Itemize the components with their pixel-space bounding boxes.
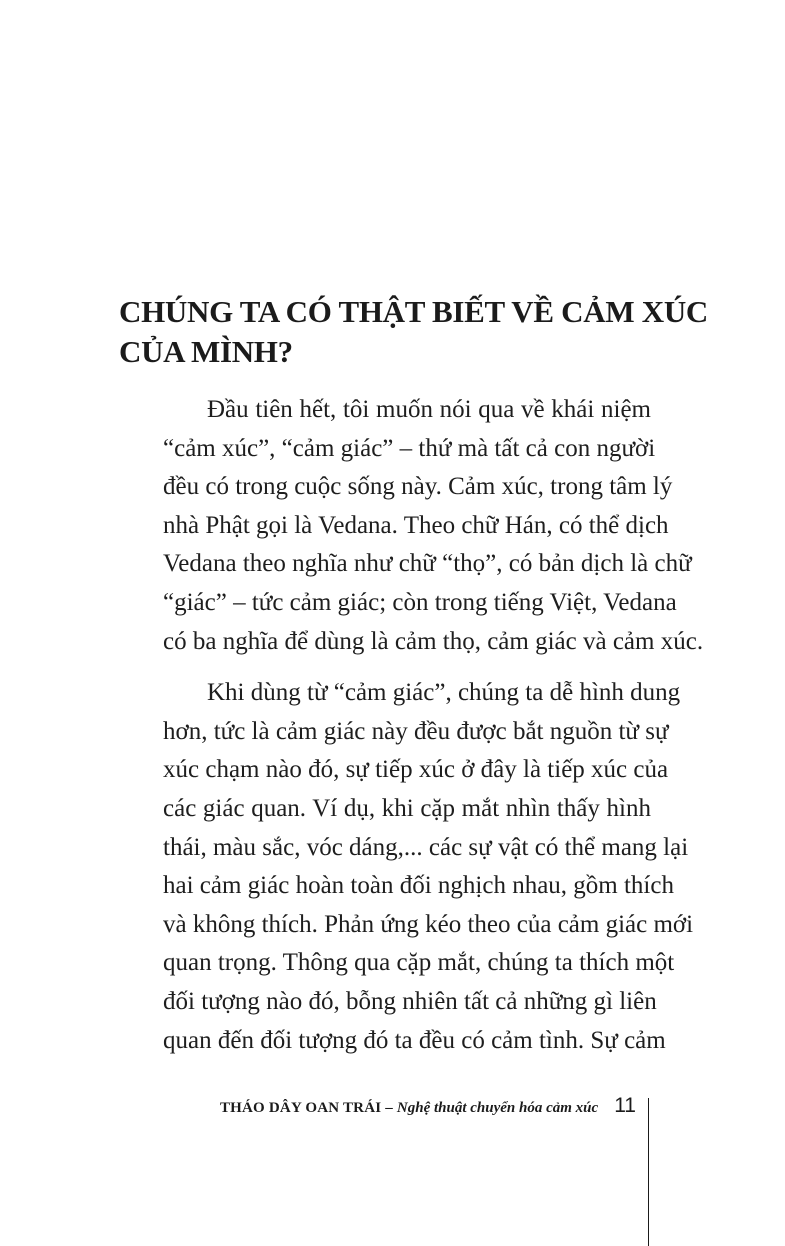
text-line: và không thích. Phản ứng kéo theo của cảm giác mới: [163, 910, 694, 938]
chapter-heading-line: CỦA MÌNH?: [119, 334, 293, 369]
footer-book-title: THÁO DÂY OAN TRÁI: [219, 1100, 382, 1116]
text-line: “giác” – tức cảm giác; còn trong tiếng Việt, Vedana: [163, 588, 677, 616]
text-line: hai cảm giác hoàn toàn đối nghịch nhau, gồm thích: [163, 872, 674, 900]
text-line: Khi dùng từ “cảm giác”, chúng ta dễ hình dung: [207, 679, 681, 707]
text-line: đối tượng nào đó, bỗng nhiên tất cả những gì liên: [163, 987, 657, 1015]
text-line: nhà Phật gọi là Vedana. Theo chữ Hán, có thể dịch: [163, 511, 669, 539]
chapter-heading: [119, 292, 708, 372]
text-line: quan trọng. Thông qua cặp mắt, chúng ta thích một: [163, 949, 675, 977]
running-footer: [156, 1094, 636, 1124]
footer-subtitle: Nghệ thuật chuyển hóa cảm xúc: [396, 1100, 599, 1116]
text-line: hơn, tức là cảm giác này đều được bắt nguồn từ sự: [163, 717, 669, 745]
text-line: các giác quan. Ví dụ, khi cặp mắt nhìn thấy hình: [163, 794, 651, 822]
chapter-heading-line: CHÚNG TA CÓ THẬT BIẾT VỀ CẢM XÚC: [119, 294, 708, 329]
page-edge-rule: [648, 1098, 649, 1246]
text-line: Đầu tiên hết, tôi muốn nói qua về khái niệm: [207, 396, 651, 423]
text-line: có ba nghĩa để dùng là cảm thọ, cảm giác và cảm xúc.: [163, 627, 704, 655]
text-line: quan đến đối tượng đó ta đều có cảm tình. Sự cảm: [163, 1026, 666, 1054]
page-number: 11: [614, 1094, 636, 1117]
footer-separator: –: [381, 1100, 397, 1116]
text-line: xúc chạm nào đó, sự tiếp xúc ở đây là tiếp xúc của: [163, 756, 669, 784]
paragraph: [119, 391, 704, 661]
text-line: “cảm xúc”, “cảm giác” – thứ mà tất cả con người: [163, 434, 656, 462]
body-text: [119, 391, 704, 1060]
text-line: thái, màu sắc, vóc dáng,... các sự vật có thể mang lại: [163, 833, 689, 861]
paragraph: [119, 674, 694, 1060]
text-line: đều có trong cuộc sống này. Cảm xúc, trong tâm lý: [163, 473, 673, 501]
text-line: Vedana theo nghĩa như chữ “thọ”, có bản dịch là chữ: [163, 550, 692, 578]
